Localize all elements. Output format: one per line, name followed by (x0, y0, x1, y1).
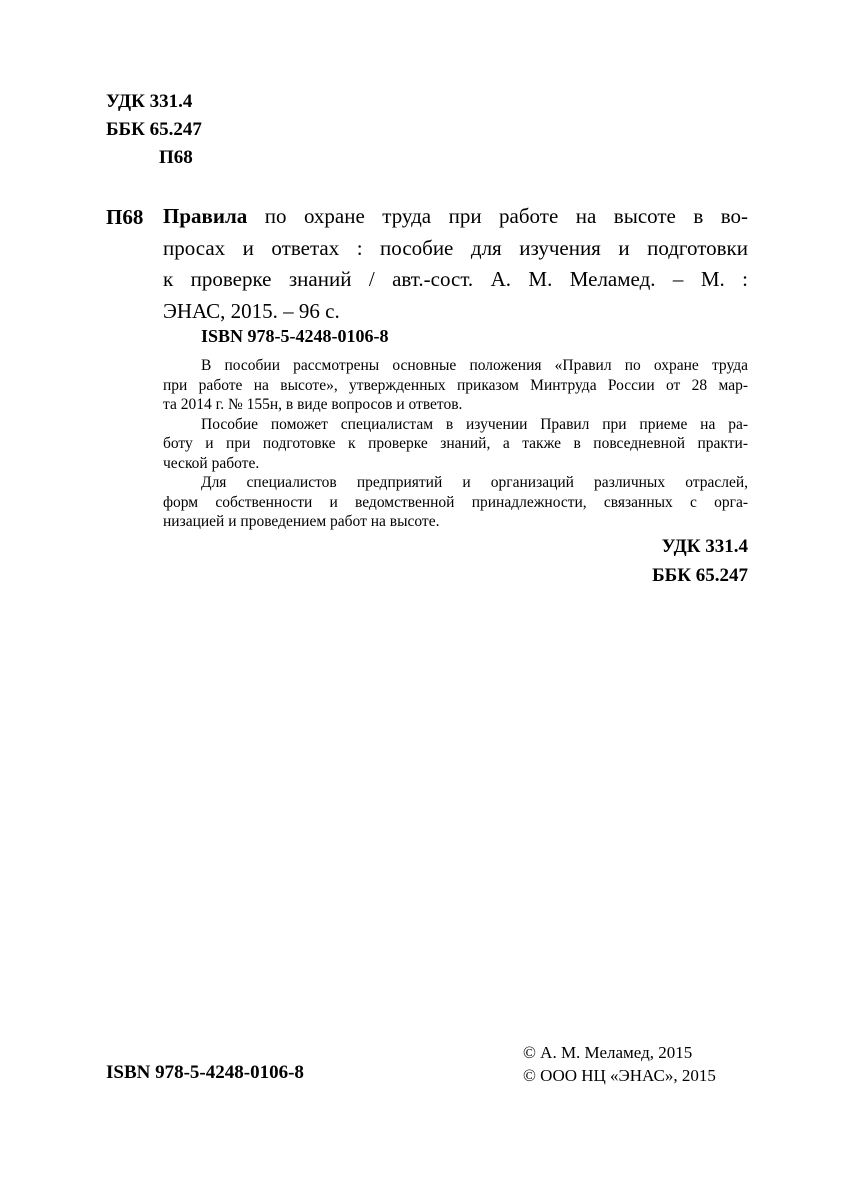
udk-code: УДК 331.4 (106, 91, 193, 112)
bbk-code: ББК 65.247 (106, 119, 202, 140)
bib-line: просах и ответах : пособие для изучения и подготовки (163, 235, 748, 260)
bib-line (163, 201, 748, 233)
bibliographic-code: П68 (106, 205, 144, 229)
annotation-line: ческой работе. (163, 454, 260, 472)
annotation (163, 356, 748, 532)
annotation-line: Пособие поможет специалистам в изучении Правил при приеме на ра- (201, 415, 748, 433)
annotation-line: В пособии рассмотрены основные положения «Правил по охране труда (201, 357, 748, 374)
bbk-code: ББК 65.247 (652, 565, 748, 586)
author-mark: П68 (159, 147, 193, 168)
copyright-author: © А. М. Меламед, 2015 (523, 1043, 693, 1062)
bib-line-text: по охране труда при работе на высоте в во- (247, 204, 748, 228)
copyright-publisher: © ООО НЦ «ЭНАС», 2015 (523, 1066, 716, 1085)
bib-line: к проверке знаний / авт.-сост. А. М. Меламед. – М. : (163, 267, 748, 291)
udk-code: УДК 331.4 (661, 536, 748, 557)
bib-line: ЭНАС, 2015. – 96 с. (163, 298, 340, 323)
annotation-line: та 2014 г. № 155н, в виде вопросов и ответов. (163, 396, 463, 413)
annotation-line: Для специалистов предприятий и организаций различных отраслей, (201, 474, 748, 491)
copyright-block (523, 1041, 716, 1087)
annotation-line: форм собственности и ведомственной принадлежности, связанных с орга- (163, 493, 748, 511)
bibliographic-description (163, 201, 748, 327)
book-title: Правила (163, 204, 248, 228)
isbn-main: ISBN 978-5-4248-0106-8 (201, 326, 389, 346)
annotation-line: боту и при подготовке к проверке знаний, а также в повседневной практи- (163, 435, 748, 452)
isbn-bottom: ISBN 978-5-4248-0106-8 (106, 1062, 304, 1083)
annotation-line: низацией и проведением работ на высоте. (163, 513, 440, 530)
annotation-line: при работе на высоте», утвержденных приказом Минтруда России от 28 мар- (163, 376, 748, 394)
classification-codes-top (106, 88, 202, 172)
classification-codes-bottom (652, 532, 748, 590)
